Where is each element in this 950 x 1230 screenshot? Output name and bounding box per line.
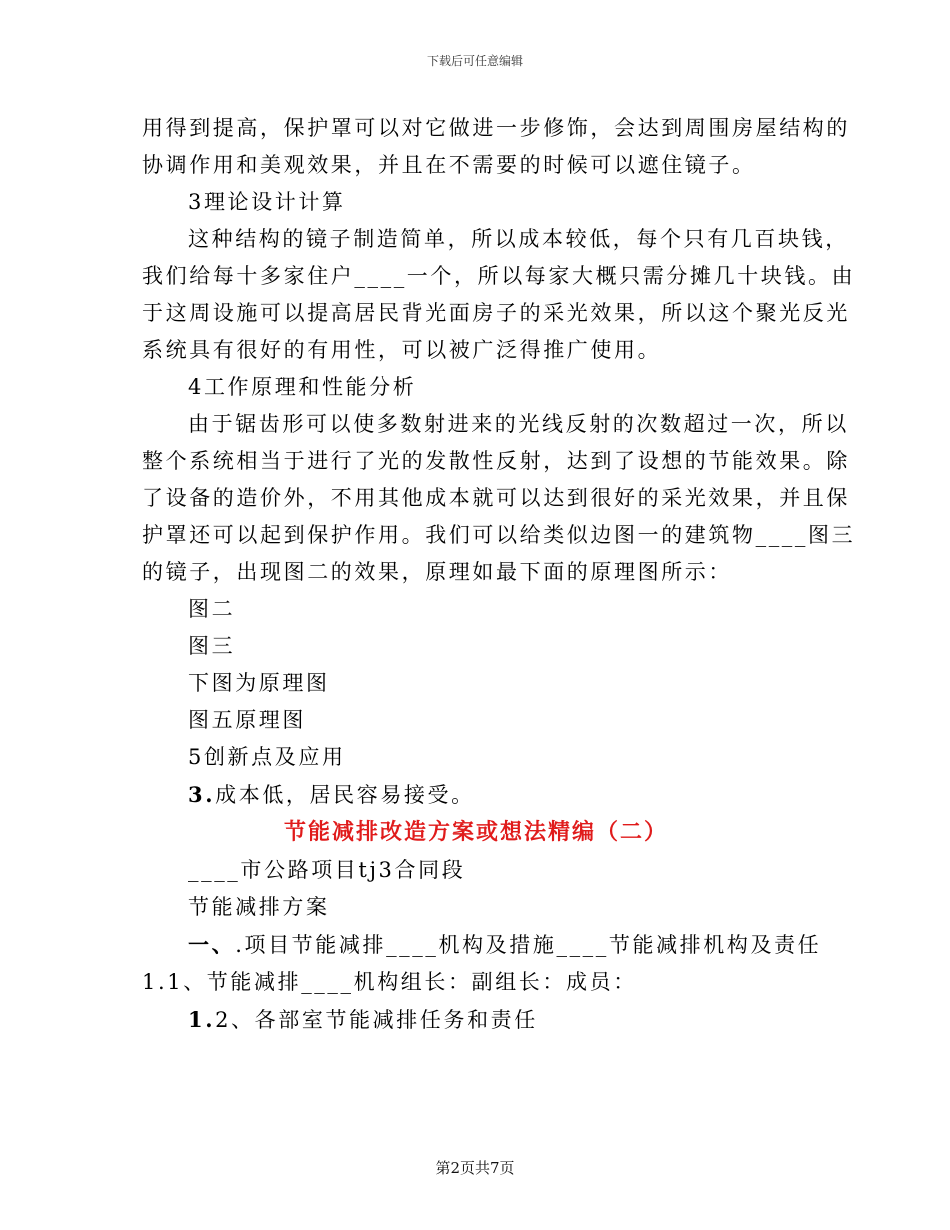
figure-caption-2: 图二	[188, 597, 236, 621]
body-line-7: 系统具有很好的有用性，可以被广泛得推广使用。	[142, 338, 662, 362]
item-one-line	[142, 926, 822, 964]
page-header: 下载后可任意编辑	[426, 54, 523, 68]
body-line-11: 了设备的造价外，不用其他成本就可以达到很好的采光效果，并且保	[142, 486, 850, 510]
list-item-3-text: 成本低，居民容易接受。	[215, 783, 475, 807]
document-body	[142, 110, 856, 1039]
body-line-2: 协调作用和美观效果，并且在不需要的时候可以遮住镜子。	[142, 153, 756, 177]
item-1-2-text: 2、各部室节能减排任务和责任	[215, 1008, 538, 1032]
figure-caption-5: 图五原理图	[188, 708, 306, 732]
body-line-12: 护罩还可以起到保护作用。我们可以给类似边图一的建筑物____图三	[142, 523, 856, 547]
body-line-5: 我们给每十多家住户____一个，所以每家大概只需分摊几十块钱。由	[142, 264, 856, 288]
body-line-13: 的镜子，出现图二的效果，原理如最下面的原理图所示：	[142, 560, 732, 584]
figure-caption-3: 图三	[188, 634, 236, 658]
section-title: 节能减排改造方案或想法精编（二）	[283, 820, 668, 845]
section-heading-5: 5创新点及应用	[188, 745, 346, 769]
item-one-number: 一、	[188, 932, 236, 957]
item-1-1-line: 1.1、节能减排____机构组长：副组长：成员：	[142, 970, 637, 994]
body-line-6: 于这周设施可以提高居民背光面房子的采光效果，所以这个聚光反光	[142, 301, 850, 325]
body-line-1: 用得到提高，保护罩可以对它做进一步修饰，会达到周围房屋结构的	[142, 116, 850, 140]
body-line-9: 由于锯齿形可以使多数射进来的光线反射的次数超过一次，所以	[188, 412, 849, 436]
plan-title-line: 节能减排方案	[188, 895, 330, 919]
body-line-10: 整个系统相当于进行了光的发散性反射，达到了设想的节能效果。除	[142, 449, 850, 473]
item-one-text: .项目节能减排____机构及措施____节能减排机构及责任	[235, 933, 822, 957]
list-item-3	[142, 776, 810, 814]
list-item-3-number: 3.	[188, 782, 216, 807]
section-heading-3: 3理论设计计算	[188, 190, 346, 214]
item-1-2-line	[142, 1001, 810, 1039]
section-heading-4: 4工作原理和性能分析	[188, 375, 417, 399]
body-line-4: 这种结构的镜子制造简单，所以成本较低，每个只有几百块钱，	[188, 227, 849, 251]
page-footer: 第2页共7页	[435, 1159, 515, 1177]
project-line: ____市公路项目tj3合同段	[188, 858, 466, 882]
item-1-2-number: 1.	[188, 1007, 216, 1032]
figure-caption-principle: 下图为原理图	[188, 671, 330, 695]
